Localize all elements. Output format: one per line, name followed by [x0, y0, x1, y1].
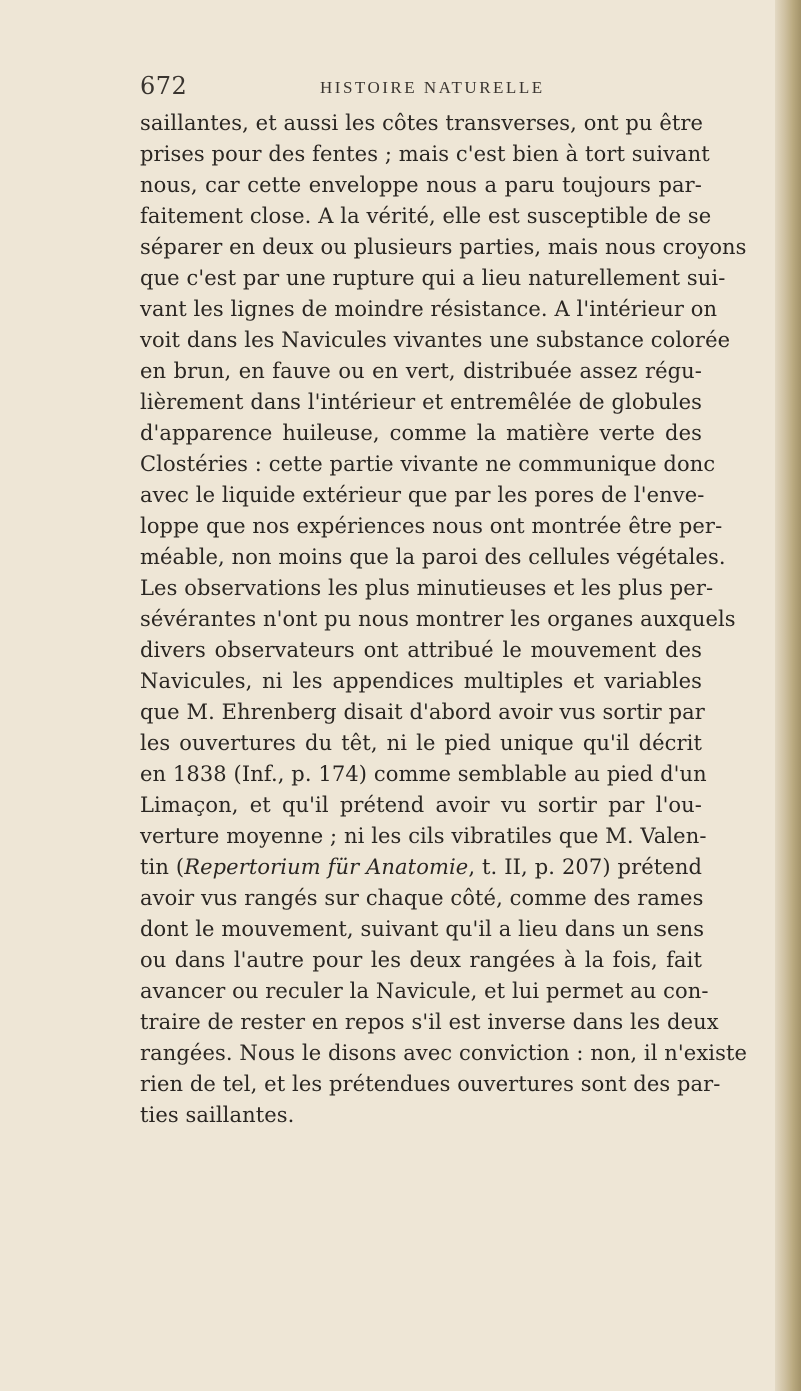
running-head: HISTOIRE NATURELLE — [320, 78, 545, 97]
journal-title: Repertorium für Anatomie — [184, 855, 469, 879]
text-line: avec le liquide extérieur que par les pores de l'enve- — [140, 483, 705, 507]
page-header — [140, 72, 700, 106]
text-line: Limaçon, et qu'il prétend avoir vu sortir par l'ou- — [140, 793, 702, 817]
body-text — [140, 108, 748, 1131]
text-line: saillantes, et aussi les côtes transverses, ont pu être — [140, 111, 704, 135]
text-line: verture moyenne ; ni les cils vibratiles que M. Valen- — [140, 824, 707, 848]
text-line: nous, car cette enveloppe nous a paru toujours par- — [140, 173, 702, 197]
citation-suffix: , t. II, p. 207) prétend — [468, 855, 702, 879]
text-line: ou dans l'autre pour les deux rangées à la fois, fait — [140, 948, 702, 972]
text-line: prises pour des fentes ; mais c'est bien à tort suivant — [140, 142, 710, 166]
text-line: loppe que nos expériences nous ont montrée être per- — [140, 514, 723, 538]
page-edge-shadow — [775, 0, 801, 1391]
text-line: lièrement dans l'intérieur et entremêlée de globules — [140, 390, 702, 414]
text-line: divers observateurs ont attribué le mouvement des — [140, 638, 702, 662]
text-line: faitement close. A la vérité, elle est susceptible de se — [140, 204, 712, 228]
text-line: les ouvertures du têt, ni le pied unique qu'il décrit — [140, 731, 702, 755]
text-line: en brun, en fauve ou en vert, distribuée assez régu- — [140, 359, 702, 383]
text-line: dont le mouvement, suivant qu'il a lieu dans un sens — [140, 917, 705, 941]
text-line: que M. Ehrenberg disait d'abord avoir vus sortir par — [140, 700, 705, 724]
text-line: sévérantes n'ont pu nous montrer les organes auxquels — [140, 607, 736, 631]
text-line: Les observations les plus minutieuses et les plus per- — [140, 576, 714, 600]
text-line: séparer en deux ou plusieurs parties, mais nous croyons — [140, 235, 747, 259]
text-line: méable, non moins que la paroi des cellules végétales. — [140, 545, 726, 569]
text-line: rien de tel, et les prétendues ouvertures sont des par- — [140, 1072, 721, 1096]
text-line: traire de rester en repos s'il est inverse dans les deux — [140, 1010, 719, 1034]
citation-prefix: tin ( — [140, 855, 185, 879]
text-line-with-citation — [140, 852, 702, 883]
text-line: voit dans les Navicules vivantes une substance colorée — [140, 328, 731, 352]
text-line: Clostéries : cette partie vivante ne communique donc — [140, 452, 716, 476]
text-line: que c'est par une rupture qui a lieu naturellement sui- — [140, 266, 726, 290]
text-line: vant les lignes de moindre résistance. A l'intérieur on — [140, 297, 718, 321]
page-number: 672 — [140, 72, 188, 100]
text-line: avancer ou reculer la Navicule, et lui permet au con- — [140, 979, 709, 1003]
text-line: en 1838 (Inf., p. 174) comme semblable au pied d'un — [140, 762, 707, 786]
text-line: d'apparence huileuse, comme la matière verte des — [140, 421, 702, 445]
text-line-final: ties saillantes. — [140, 1103, 295, 1127]
text-line: avoir vus rangés sur chaque côté, comme des rames — [140, 886, 704, 910]
text-line: Navicules, ni les appendices multiples et variables — [140, 669, 702, 693]
text-line: rangées. Nous le disons avec conviction : non, il n'existe — [140, 1041, 748, 1065]
